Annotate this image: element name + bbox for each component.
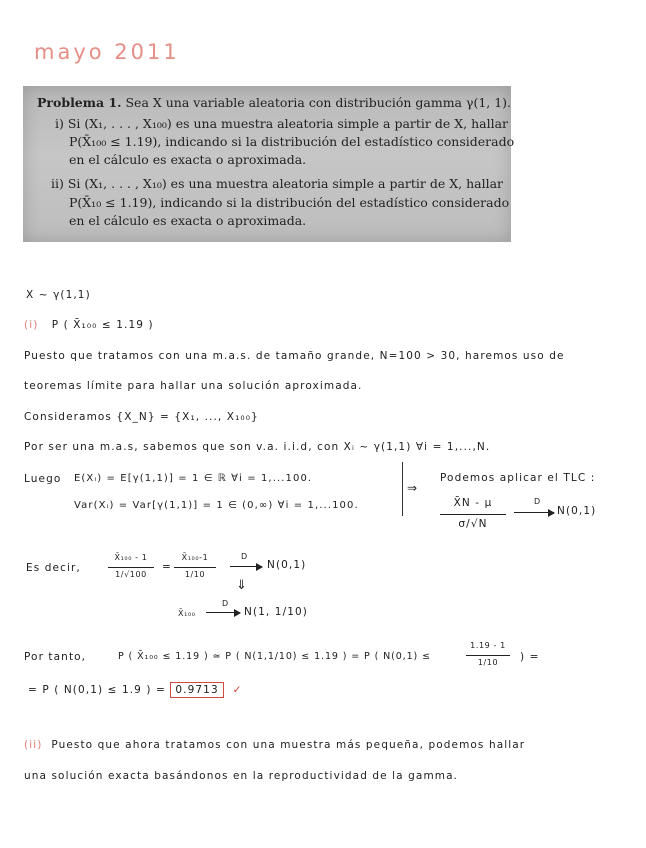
final-prefix: = P ( N(0,1) ≤ 1.9 ) = (28, 684, 166, 696)
es-decir-arrow-label: D (241, 552, 248, 561)
implies-symbol: ⇒ (407, 481, 419, 495)
problem-heading-line (37, 95, 511, 110)
text-line-4: Por ser una m.a.s, sabemos que son v.a. i.i.d, con Xᵢ ~ γ(1,1) ∀i = 1,...,N. (24, 441, 491, 453)
part-i-label: (i) (24, 319, 39, 331)
problem-heading: Problema 1. (37, 95, 122, 110)
part-i-row (24, 319, 154, 331)
separator-bar (402, 462, 403, 516)
tlc-target: N(0,1) (557, 505, 597, 517)
luego-label: Luego (24, 473, 62, 485)
check-mark-icon: ✓ (232, 684, 243, 696)
es-decir-equals: = (162, 561, 172, 573)
tlc-numerator: X̄N - μ (453, 497, 493, 509)
es-decir-numerator-1: X̄₁₀₀ - 1 (114, 553, 148, 562)
limit-variable: X̄₁₀₀ (178, 609, 196, 618)
es-decir-fraction-line-1 (108, 567, 154, 568)
tlc-fraction-line (440, 514, 506, 515)
part-ii-row (24, 739, 525, 751)
es-decir-label: Es decir, (26, 562, 81, 574)
problem-i-line3: en el cálculo es exacta o aproximada. (69, 152, 307, 167)
problem-ii-line2: P(X̄₁₀ ≤ 1.19), indicando si la distribución del estadístico considerado (69, 195, 510, 210)
por-tanto-numerator: 1.19 - 1 (470, 641, 506, 650)
limit-target: N(1, 1/10) (244, 606, 308, 618)
tlc-denominator: σ/√N (458, 518, 488, 530)
problem-i-line2: P(X̄₁₀₀ ≤ 1.19), indicando si la distribución del estadístico considerado (69, 134, 515, 149)
limit-arrow (206, 612, 240, 613)
final-result: 0.9713 (170, 682, 223, 698)
problem-ii-line1: ii) Si (X₁, . . . , X₁₀) es una muestra aleatoria simple a partir de X, hallar (51, 176, 503, 191)
limit-arrow-label: D (222, 599, 229, 608)
es-decir-numerator-2: X̄₁₀₀-1 (181, 553, 209, 562)
por-tanto-denominator: 1/10 (477, 658, 499, 667)
part-ii-label: (ii) (24, 739, 43, 751)
text-line-2: teoremas límite para hallar una solución aproximada. (24, 380, 363, 392)
por-tanto-label: Por tanto, (24, 651, 87, 663)
por-tanto-expression: P ( X̄₁₀₀ ≤ 1.19 ) ≃ P ( N(1,1/10) ≤ 1.19 ) = P ( N(0,1) ≤ (118, 651, 431, 662)
part-i-expression: P ( X̄₁₀₀ ≤ 1.19 ) (51, 319, 154, 331)
tlc-arrow-label: D (534, 497, 541, 506)
es-decir-arrow (230, 566, 262, 567)
por-tanto-fraction-line (466, 655, 510, 656)
es-decir-target: N(0,1) (267, 559, 307, 571)
expectation-line: E(Xᵢ) = E[γ(1,1)] = 1 ∈ ℝ ∀i = 1,...100. (74, 473, 313, 484)
tlc-heading: Podemos aplicar el TLC : (440, 472, 596, 484)
part-ii-text-2: una solución exacta basándonos en la reproductividad de la gamma. (24, 770, 459, 782)
tlc-arrow (514, 512, 554, 513)
es-decir-denominator-2: 1/10 (184, 570, 206, 579)
variance-line: Var(Xᵢ) = Var[γ(1,1)] = 1 ∈ (0,∞) ∀i = 1,...100. (74, 500, 359, 511)
problem-i-line1: i) Si (X₁, . . . , X₁₀₀) es una muestra aleatoria simple a partir de X, hallar (55, 116, 509, 131)
distribution-statement: X ~ γ(1,1) (26, 289, 91, 301)
text-line-1: Puesto que tratamos con una m.a.s. de tamaño grande, N=100 > 30, haremos uso de (24, 350, 565, 362)
problem-ii-line3: en el cálculo es exacta o aproximada. (69, 213, 307, 228)
page-title: mayo 2011 (34, 40, 180, 64)
problem-intro: Sea X una variable aleatoria con distribución gamma γ(1, 1). (125, 95, 512, 110)
es-decir-denominator-1: 1/√100 (115, 570, 147, 579)
final-row (28, 684, 243, 696)
text-line-3: Consideramos {X_N} = {X₁, ..., X₁₀₀} (24, 411, 259, 423)
por-tanto-close: ) = (520, 651, 540, 663)
problem-photo (23, 86, 515, 242)
part-ii-text-1: Puesto que ahora tratamos con una muestra más pequeña, podemos hallar (51, 739, 526, 751)
es-decir-fraction-line-2 (174, 567, 216, 568)
es-decir-implies: ⇓ (236, 578, 248, 593)
